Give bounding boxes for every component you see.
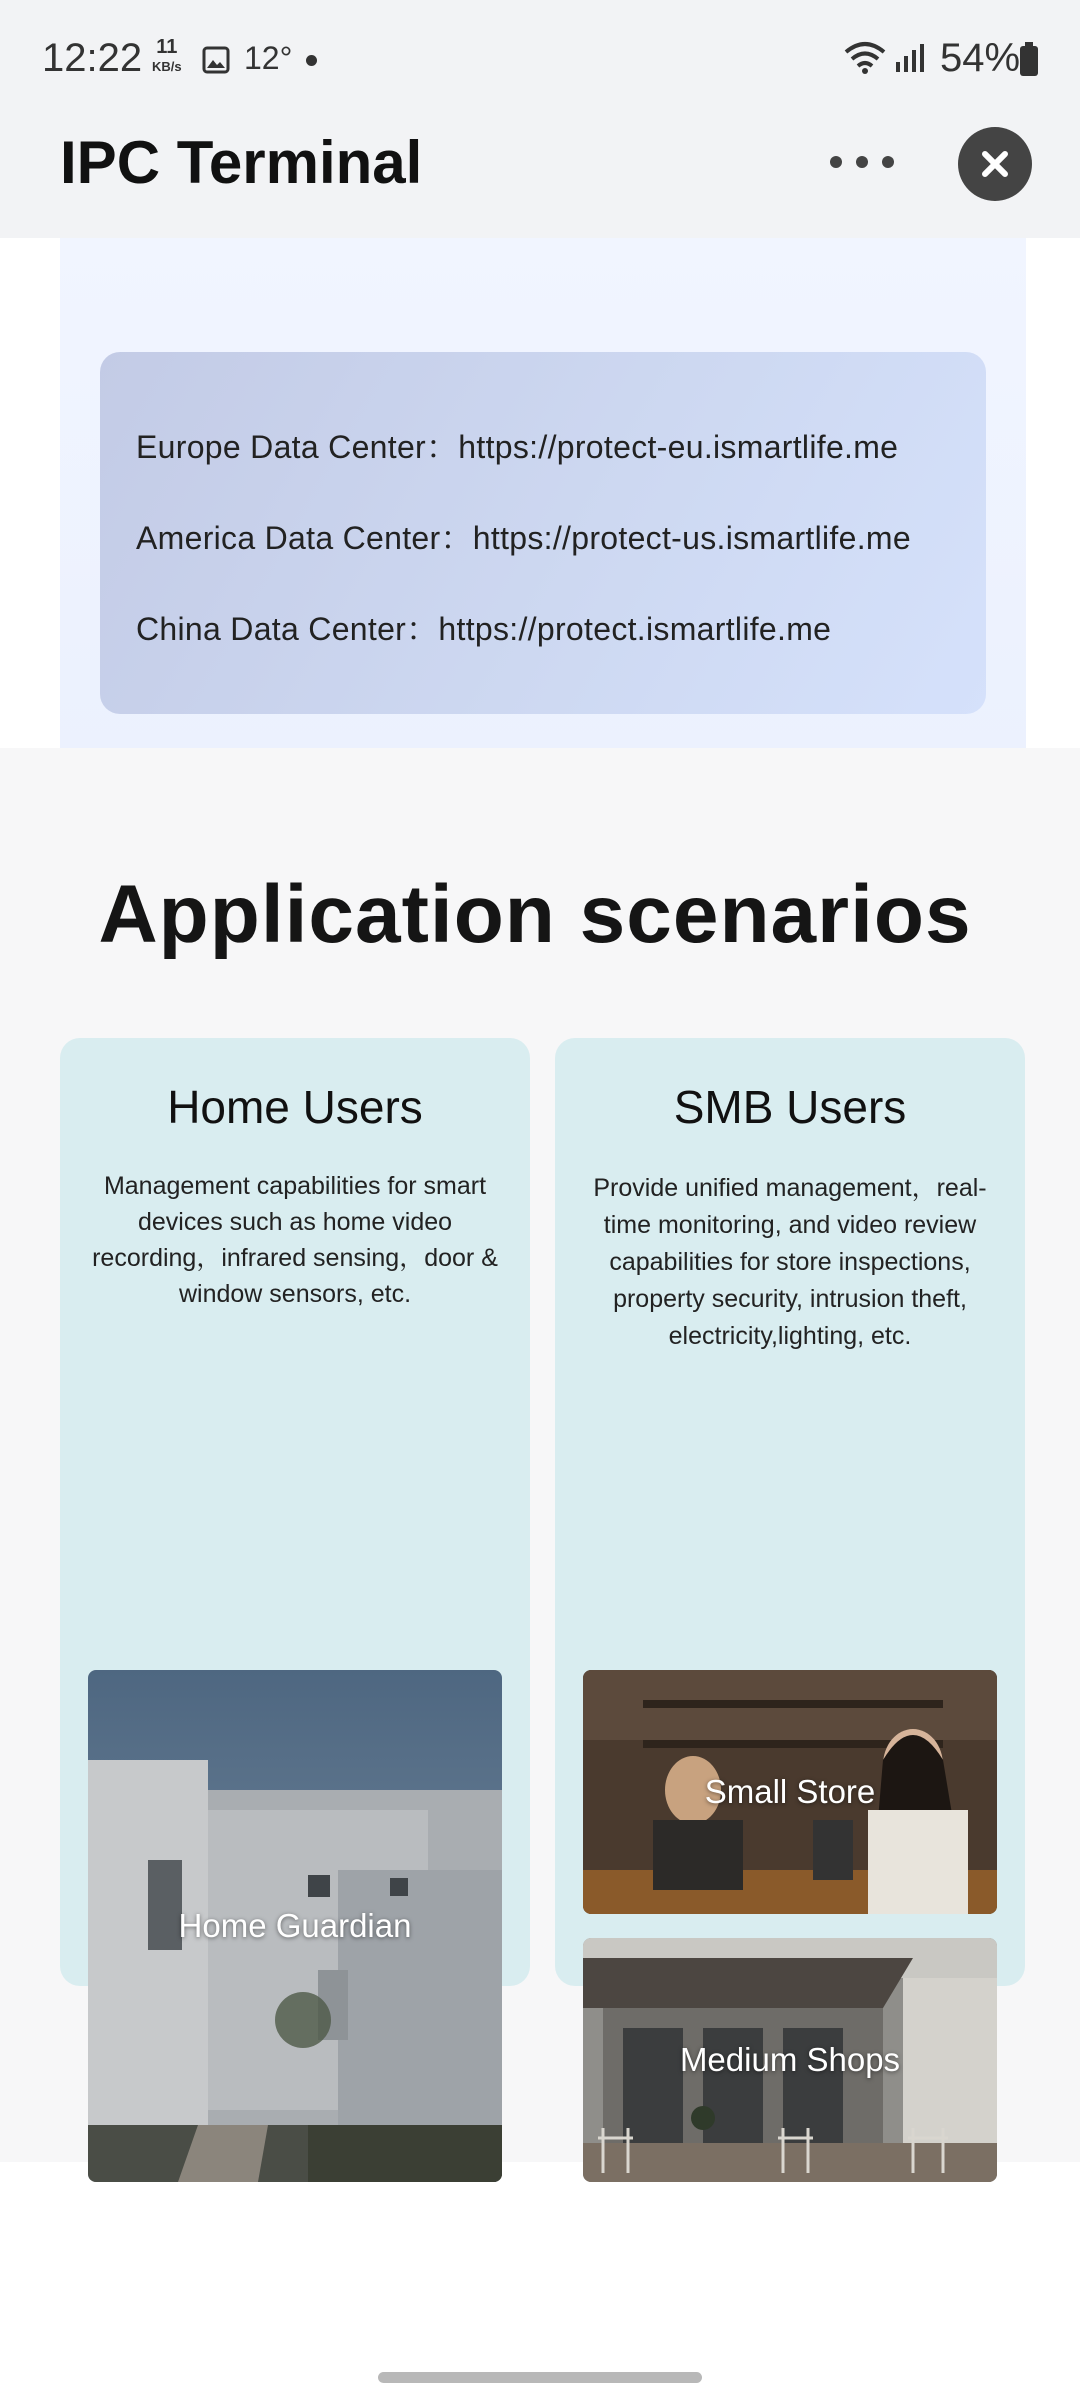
more-button[interactable]	[830, 140, 894, 184]
china-data-center[interactable]: China Data Center：https://protect.ismartlife.me	[136, 611, 832, 647]
home-guardian-tile[interactable]	[88, 1670, 502, 2182]
dot-icon	[306, 55, 317, 66]
battery-icon	[1020, 42, 1038, 76]
battery-percent: 54%	[940, 36, 1021, 80]
signal-icon	[894, 42, 926, 74]
status-time: 12:22	[42, 36, 143, 80]
close-button[interactable]	[958, 127, 1032, 201]
image-icon	[202, 46, 230, 74]
home-guardian-label: Home Guardian	[178, 1907, 412, 1944]
more-icon-dot	[856, 156, 868, 168]
america-data-center[interactable]: America Data Center：https://protect-us.ismartlife.me	[136, 520, 911, 556]
home-users-description: Management capabilities for smart devices such as home video recording，infrared sensing，door & window sensors, etc.	[92, 1172, 498, 1308]
data-center-panel	[100, 352, 986, 714]
small-store-tile[interactable]	[583, 1670, 997, 1914]
home-indicator[interactable]	[378, 2372, 702, 2383]
net-speed-unit: KB/s	[152, 59, 182, 74]
smb-users-heading: SMB Users	[673, 1081, 907, 1133]
small-store-label: Small Store	[704, 1773, 876, 1810]
europe-data-center[interactable]: Europe Data Center：https://protect-eu.ismartlife.me	[136, 429, 899, 465]
more-icon	[830, 156, 842, 168]
medium-shops-tile[interactable]	[583, 1938, 997, 2182]
wifi-icon	[844, 40, 886, 76]
close-icon	[980, 149, 1010, 179]
home-users-card	[60, 1038, 530, 1986]
status-temperature: 12°	[244, 40, 293, 76]
home-users-heading: Home Users	[167, 1081, 423, 1133]
smb-users-card	[555, 1038, 1025, 2078]
net-speed	[152, 38, 182, 76]
net-speed-value: 11	[156, 36, 178, 58]
smb-users-description: Provide unified management，real-time monitoring, and video review capabilities for store inspections, property security, intrusion theft, electricity,lighting, etc.	[593, 1174, 987, 1350]
status-bar	[0, 0, 1080, 120]
scenarios-title: Application scenarios	[98, 869, 972, 960]
medium-shops-label: Medium Shops	[679, 2041, 901, 2078]
page-title: IPC Terminal	[60, 129, 423, 196]
more-icon-dot	[882, 156, 894, 168]
